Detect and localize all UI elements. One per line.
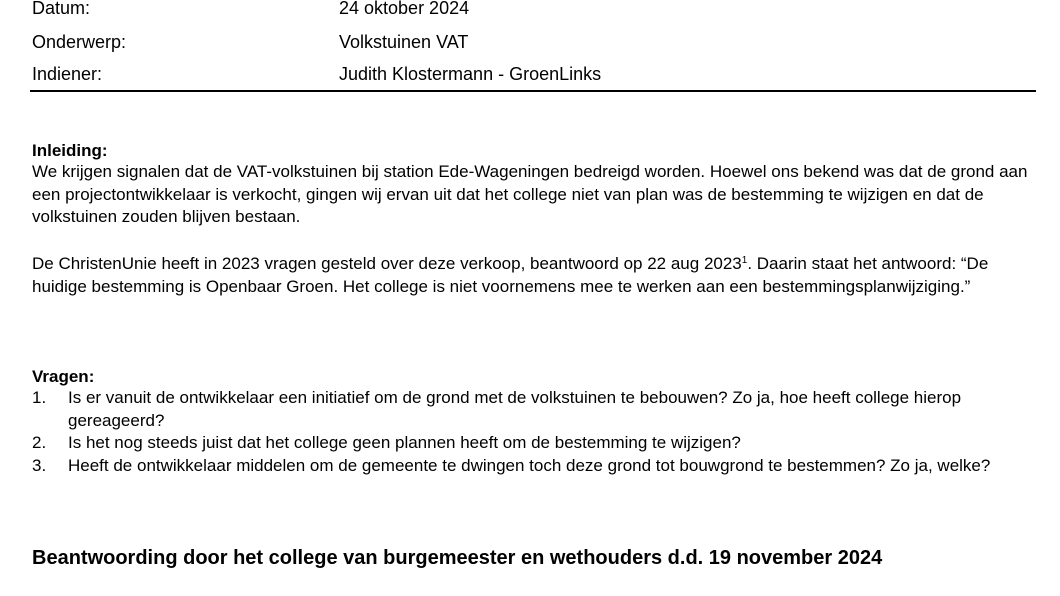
question-text: Heeft de ontwikkelaar middelen om de gemeente te dwingen toch deze grond tot bouwgrond te bestemmen? Zo ja, welke? bbox=[68, 455, 991, 475]
date-value: 24 oktober 2024 bbox=[339, 0, 470, 18]
question-number: 1. bbox=[32, 388, 47, 407]
intro-paragraph-1-text: We krijgen signalen dat de VAT-volkstuinen bij station Ede-Wageningen bedreigd worden. Hoewel ons bekend was dat de grond aan een projectontwikkelaar is verkocht, gingen wij ervan uit dat het college niet van plan was de bestemming te wijzigen en dat de volkstuinen zouden blijven bestaan. bbox=[32, 162, 1028, 226]
question-item bbox=[32, 387, 1022, 432]
questions-list bbox=[32, 387, 1022, 477]
question-number: 2. bbox=[32, 433, 47, 452]
question-text: Is het nog steeds juist dat het college geen plannen heeft om de bestemming te wijzigen? bbox=[68, 433, 741, 452]
intro-paragraph-1 bbox=[32, 161, 1042, 229]
submitter-value: Judith Klostermann - GroenLinks bbox=[339, 64, 602, 84]
intro-paragraph-2-end: . Daarin staat het antwoord: “De huidige bestemming is Openbaar Groen. Het college is niet voornemens mee te werken aan een bestemmingsplanwijziging.” bbox=[32, 254, 989, 296]
header-divider bbox=[30, 90, 1036, 92]
submitter-label: Indiener: bbox=[32, 64, 103, 84]
question-item bbox=[32, 455, 1022, 478]
subject-value: Volkstuinen VAT bbox=[339, 32, 469, 52]
answer-title: Beantwoording door het college van burgemeester en wethouders d.d. 19 november 2024 bbox=[32, 547, 883, 569]
intro-heading: Inleiding: bbox=[32, 141, 108, 160]
question-text: Is er vanuit de ontwikkelaar een initiatief om de grond met de volkstuinen te bebouwen? Zo ja, hoe heeft college hierop gereageerd? bbox=[68, 388, 962, 430]
question-item bbox=[32, 432, 1022, 455]
footnote-ref[interactable]: 1 bbox=[741, 255, 748, 266]
intro-paragraph-2-start: De ChristenUnie heeft in 2023 vragen gesteld over deze verkoop, beantwoord op 22 aug 2023 bbox=[32, 254, 742, 273]
intro-paragraph-2 bbox=[32, 253, 1042, 298]
subject-label: Onderwerp: bbox=[32, 32, 127, 52]
date-label: Datum: bbox=[32, 0, 91, 18]
question-number: 3. bbox=[32, 455, 47, 475]
questions-heading: Vragen: bbox=[32, 367, 95, 386]
